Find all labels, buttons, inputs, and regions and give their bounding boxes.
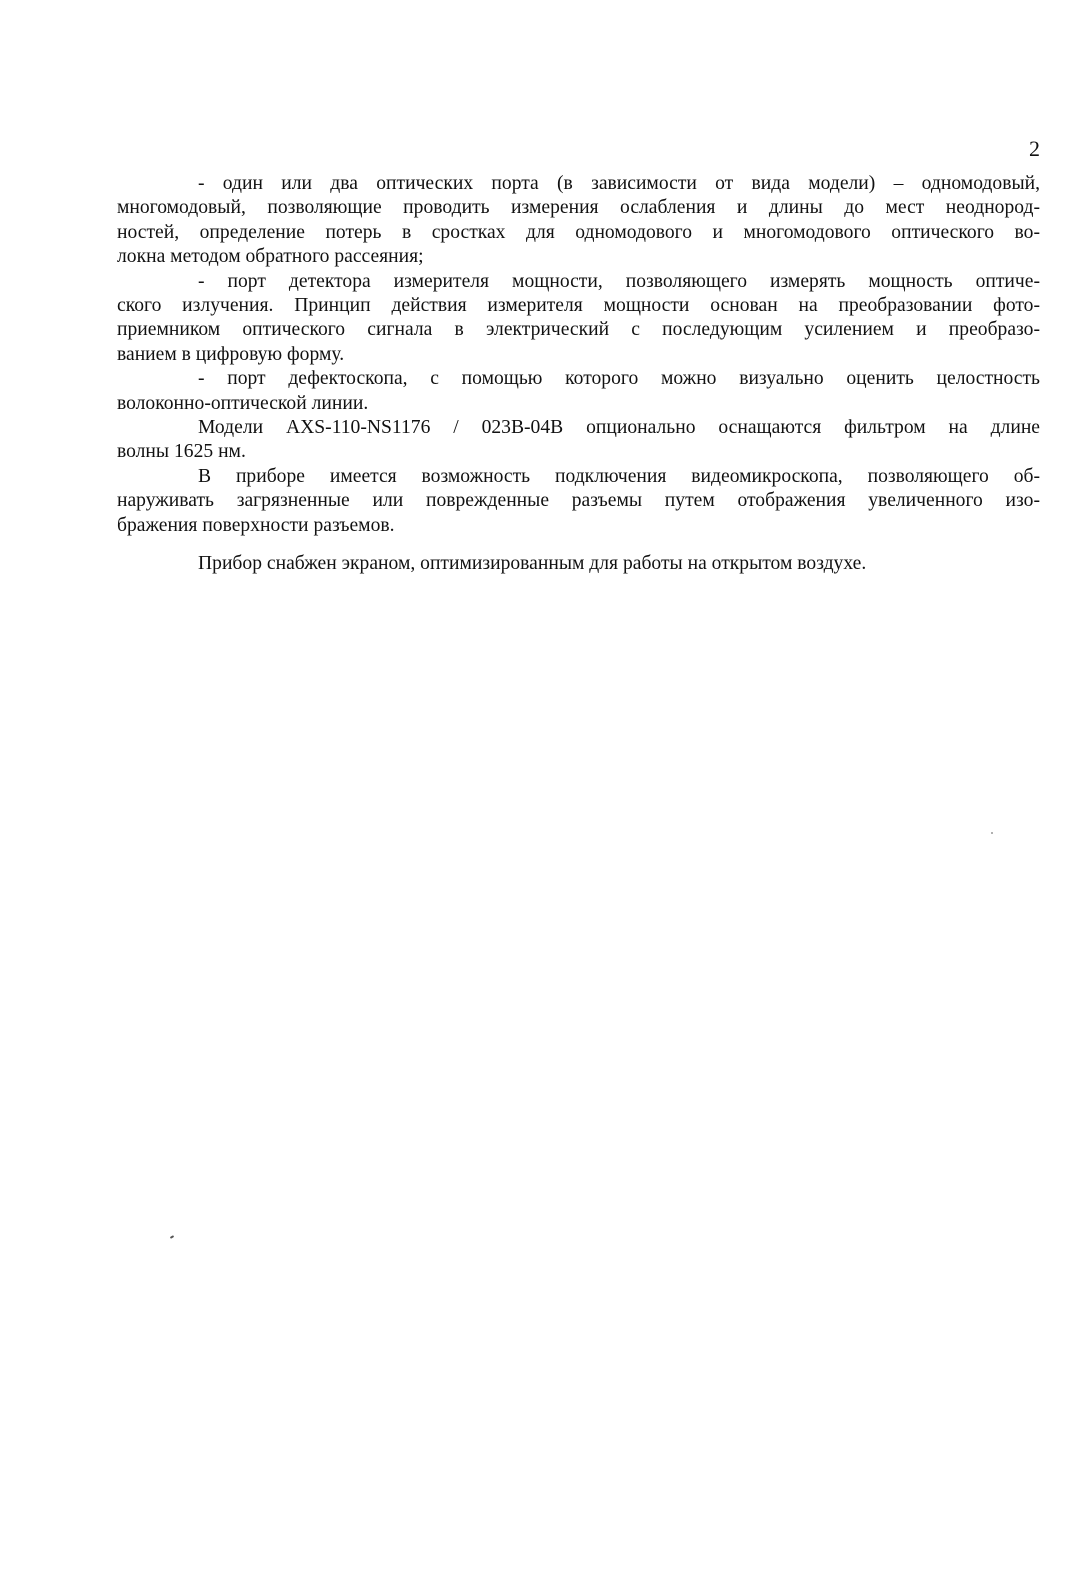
text-line: приемником оптического сигнала в электрический с последующим усилением и преобразо- <box>117 319 1040 341</box>
text-line: - порт дефектоскопа, с помощью которого можно визуально оценить целостность <box>198 368 1040 390</box>
paragraph-optical-ports <box>117 172 1040 270</box>
document-body <box>117 172 1040 577</box>
text-line: Модели AXS-110-NS1176 / 023B-04B опционально оснащаются фильтром на длине <box>198 417 1040 439</box>
paragraph-videomicroscope <box>117 465 1040 538</box>
text-line: бражения поверхности разъемов. <box>117 514 395 536</box>
text-line: локна методом обратного рассеяния; <box>117 246 424 268</box>
text-line: ностей, определение потерь в сростках для одномодового и многомодового оптического во- <box>117 221 1040 243</box>
text-line: многомодовый, позволяющие проводить измерения ослабления и длины до мест неоднород- <box>117 197 1040 219</box>
paragraph-gap <box>117 538 1040 552</box>
text-line: ванием в цифровую форму. <box>117 343 345 365</box>
paragraph-power-meter-port <box>117 270 1040 368</box>
text-line: волоконно-оптической линии. <box>117 392 369 414</box>
paragraph-filter-option <box>117 416 1040 465</box>
paragraph-fault-locator-port <box>117 367 1040 416</box>
text-line: - один или два оптических порта (в зависимости от вида модели) – одномодовый, <box>198 173 1040 194</box>
paragraph-outdoor-screen <box>117 552 1040 576</box>
text-line: наруживать загрязненные или поврежденные разъемы путем отображения увеличенного изо- <box>117 490 1040 512</box>
text-line: В приборе имеется возможность подключения видеомикроскопа, позволяющего об- <box>198 465 1040 487</box>
text-line: волны 1625 нм. <box>117 441 246 463</box>
scan-speck <box>991 832 993 834</box>
text-line: - порт детектора измерителя мощности, позволяющего измерять мощность оптиче- <box>198 270 1040 292</box>
text-line: ского излучения. Принцип действия измерителя мощности основан на преобразовании фото- <box>117 295 1040 317</box>
text-line: Прибор снабжен экраном, оптимизированным для работы на открытом воздухе. <box>198 553 867 575</box>
scan-speck <box>170 1235 174 1239</box>
page-number: 2 <box>1029 136 1040 161</box>
